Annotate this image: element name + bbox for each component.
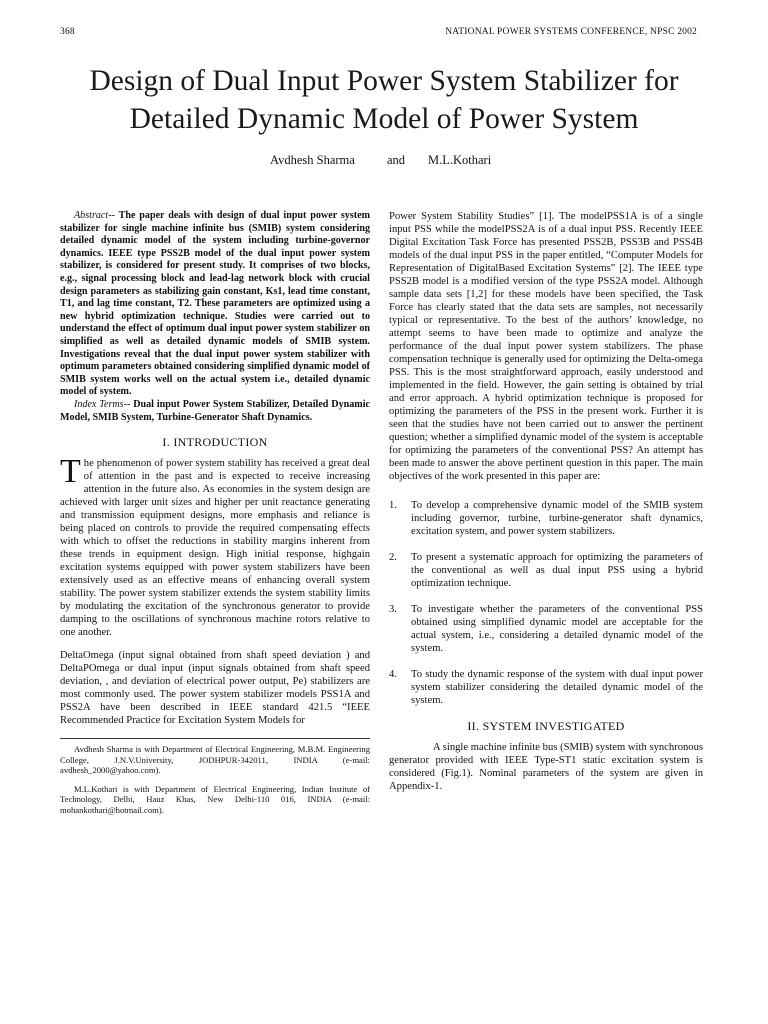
index-terms-label: Index Terms-- [74, 398, 131, 410]
list-item [389, 603, 703, 655]
page-number: 368 [60, 27, 75, 37]
list-number: 3. [389, 604, 397, 615]
author-second: M.L.Kothari [428, 153, 492, 167]
right-paragraph-1: Power System Stability Studies” [1]. The modelPSS1A is of a single input PSS while the modelPSS2A is of a dual input PSS. Recently IEEE Digital Excitation Task Force has presented PSS2B, PSS3B and PSS4B models of the dual input PSS in the paper entitled, “Computer Models for Representation of DigitalBased Excitation Systems” [2]. The IEEE type PSS2B model is a modified version of the type PSS2A model. Although sample data sets [1,2] for these models have been specified, the Task Force has clearly stated that the data sets are samples, not necessarily typical or representative. To the best of the authors’ knowledge, no attempt seems to have been made to optimize and analyze the performance of the dual input power system stabilizers. The phase compensation technique is generally used for optimizing the Delta-omega PSS. This is the most straightforward approach, easily understood and implemented in the field. However, the gain setting is obtained by trial and error approach. A hybrid optimization technique is proposed for optimizing the parameters of the PSS in the present work. Further it is seen that the studies have not been carried out to answer the pertinent question; whether a simplified dynamic model of the system is acceptable for optimizing the parameters of the conventional PSS? An attempt has been made to answer the above pertinent question in this paper. The main objectives of the work presented in this paper are: [389, 211, 703, 482]
intro-paragraph-1: The phenomenon of power system stability has received a great deal of attention in the past and is expected to receive increasing attention in the future also. As economies in the system design are achieved with larger unit sizes and higher per unit reactance generating and transmission equipment designs, more emphasis and reliance is being placed on controls to provide the required compensating effects with which to offset the reductions in stability margins inherent from these trends in equipment design. High initial response, highgain excitation systems equipped with power system stabilizers have been extensively used as an effective means of enhancing overall system stability. The power system stabilizer extends the system stability limits by modulating the excitation of the synchronous generator to provide damping to the oscillations of synchronous machine rotors relative to one another. [60, 453, 370, 638]
abstract-text: The paper deals with design of dual input power system stabilizer for single machine infinite bus (SMIB) system considering detailed dynamic model of the system including turbine-governor dynamics. IEEE type PSS2B model of the dual input power system stabilizer, is considered for present study. It comprises of two blocks, e.g., signal processing block and lead-lag network block with crucial design parameters as stabilizing gain constant, Ks1, lead time constant, T1, and lag time constant, T2. These parameters are optimized using a new hybrid optimization technique. Studies were carried out to understand the effect of optimum dual input power system stabilizer on simplified as well as detailed dynamic models of SMIB system. Investigations reveal that the dual input power system stabilizer with optimum parameters obtained considering simplified dynamic model of SMIB system works well on the actual system i.e., detailed dynamic model of system. [60, 210, 370, 398]
list-text: To develop a comprehensive dynamic model of the SMIB system including governor, turbine, turbine-generator shaft dynamics, excitation system, and power system stabilizers. [411, 500, 703, 537]
paper-title: Design of Dual Input Power System Stabilizer for Detailed Dynamic Model of Power System [89, 65, 679, 135]
running-header: NATIONAL POWER SYSTEMS CONFERENCE, NPSC 2002 [445, 27, 697, 37]
list-text: To investigate whether the parameters of the conventional PSS obtained using simplified dynamic model are acceptable for the actual system, i.e., considering a detailed dynamic model of the system. [411, 604, 703, 654]
list-number: 1. [389, 500, 397, 511]
footnote-author-2: M.L.Kothari is with Department of Electrical Engineering, Indian Institute of Technology, Delhi, Hauz Khas, New Delhi-110 016, INDIA (e-mail: mohankothari@hotmail.com). [60, 783, 370, 815]
author-first: Avdhesh Sharma [270, 153, 355, 167]
list-item [389, 499, 703, 538]
index-terms [60, 399, 370, 424]
list-item [389, 551, 703, 590]
author-conjunction: and [387, 153, 406, 167]
footnote-rule [60, 738, 370, 739]
list-number: 4. [389, 669, 397, 680]
list-text: To present a systematic approach for optimizing the parameters of the conventional as well as dual input PSS using a hybrid optimization technique. [411, 552, 703, 589]
list-text: To study the dynamic response of the system with dual input power system stabilizer considering the detailed dynamic model of the system. [411, 669, 703, 706]
intro-paragraph-2: DeltaOmega (input signal obtained from shaft speed deviation ) and DeltaPOmega or dual input (input signals obtained from shaft speed deviation, , and deviation of electrical power output, Pe) stabilizers are most commonly used. The power system stabilizer models PSS1A and PSS2A have been described in IEEE standard 421.5 “IEEE Recommended Practice for Excitation System Models for [60, 650, 370, 726]
right-column [389, 210, 703, 793]
objectives-list [389, 499, 703, 707]
list-item [389, 668, 703, 707]
abstract-label: Abstract-- [74, 210, 115, 221]
section2-paragraph: A single machine infinite bus (SMIB) system with synchronous generator provided with IEEE Type-ST1 static excitation system is considered (Fig.1). Nominal parameters of the system are given in Appendix-1. [389, 741, 703, 792]
index-terms-text: Dual input Power System Stabilizer, Detailed Dynamic Model, SMIB System, Turbine-Generator Shaft Dynamics. [60, 398, 370, 423]
list-number: 2. [389, 552, 397, 563]
left-column [60, 210, 370, 824]
footnote-author-1: Avdhesh Sharma is with Department of Electrical Engineering, M.B.M. Engineering College, J.N.V.University, JODHPUR-342011, INDIA (e-mail: avdhesh_2000@yahoo.com). [60, 744, 370, 776]
abstract [60, 210, 370, 399]
section-heading-introduction: I. INTRODUCTION [162, 435, 268, 450]
section-heading-system-investigated: II. SYSTEM INVESTIGATED [467, 719, 625, 733]
